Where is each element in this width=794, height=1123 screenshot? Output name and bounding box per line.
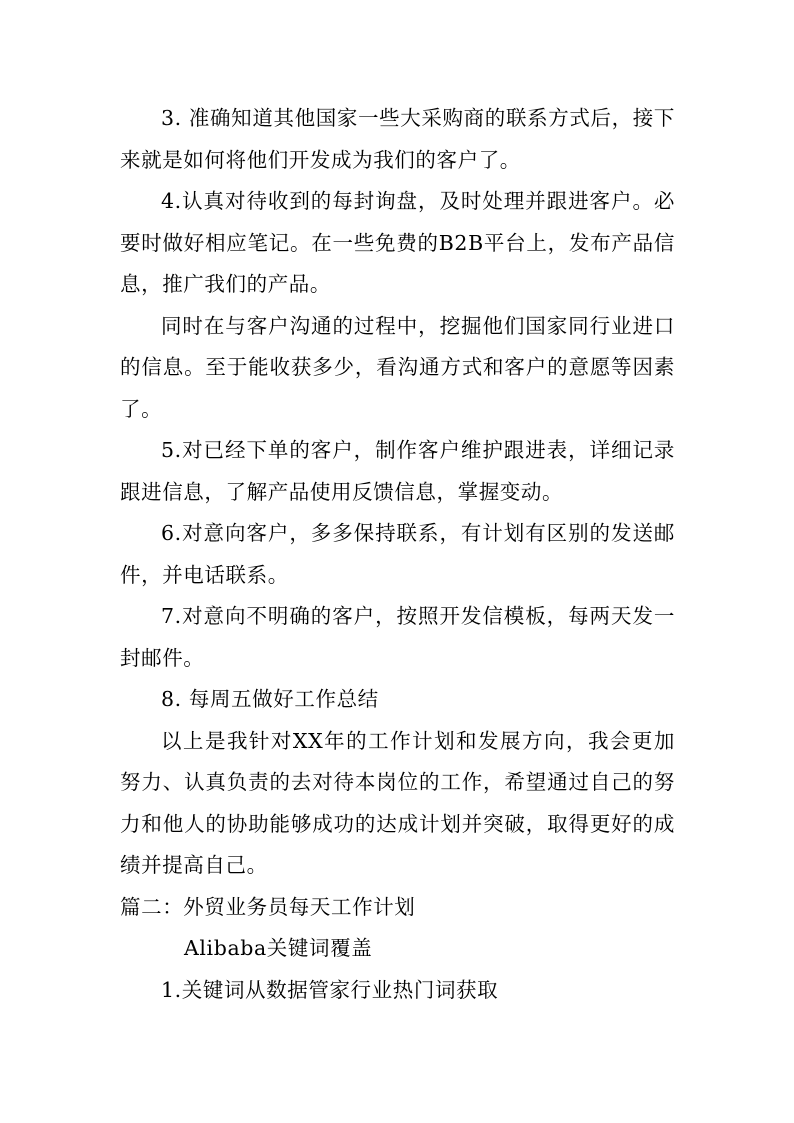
- paragraph-item-6: 6.对意向客户，多多保持联系，有计划有区别的发送邮件，并电话联系。: [120, 521, 675, 587]
- subsection-title: Alibaba关键词覆盖: [184, 936, 373, 960]
- paragraph-keyword-item-1: 1.关键词从数据管家行业热门词获取: [161, 977, 499, 1002]
- paragraph-item-3: 3. 准确知道其他国家一些大采购商的联系方式后，接下来就是如何将他们开发成为我们的客户了。: [120, 106, 675, 172]
- paragraph-item-7: 7.对意向不明确的客户，按照开发信模板，每两天发一封邮件。: [120, 604, 675, 670]
- paragraph-item-8: 8. 每周五做好工作总结: [161, 687, 379, 711]
- section-heading: 篇二：外贸业务员每天工作计划: [120, 894, 416, 919]
- paragraph-item-5: 5.对已经下单的客户，制作客户维护跟进表，详细记录跟进信息，了解产品使用反馈信息，掌握变动。: [120, 438, 675, 504]
- document-body: [120, 98, 675, 1011]
- paragraph-summary: 以上是我针对XX年的工作计划和发展方向，我会更加努力、认真负责的去对待本岗位的工作，希望通过自己的努力和他人的协助能够成功的达成计划并突破，取得更好的成绩并提高自己。: [120, 728, 675, 877]
- paragraph-continuation: 同时在与客户沟通的过程中，挖掘他们国家同行业进口的信息。至于能收获多少，看沟通方式和客户的意愿等因素了。: [120, 313, 675, 421]
- paragraph-item-4: 4.认真对待收到的每封询盘，及时处理并跟进客户。必要时做好相应笔记。在一些免费的B2B平台上，发布产品信息，推广我们的产品。: [120, 189, 675, 296]
